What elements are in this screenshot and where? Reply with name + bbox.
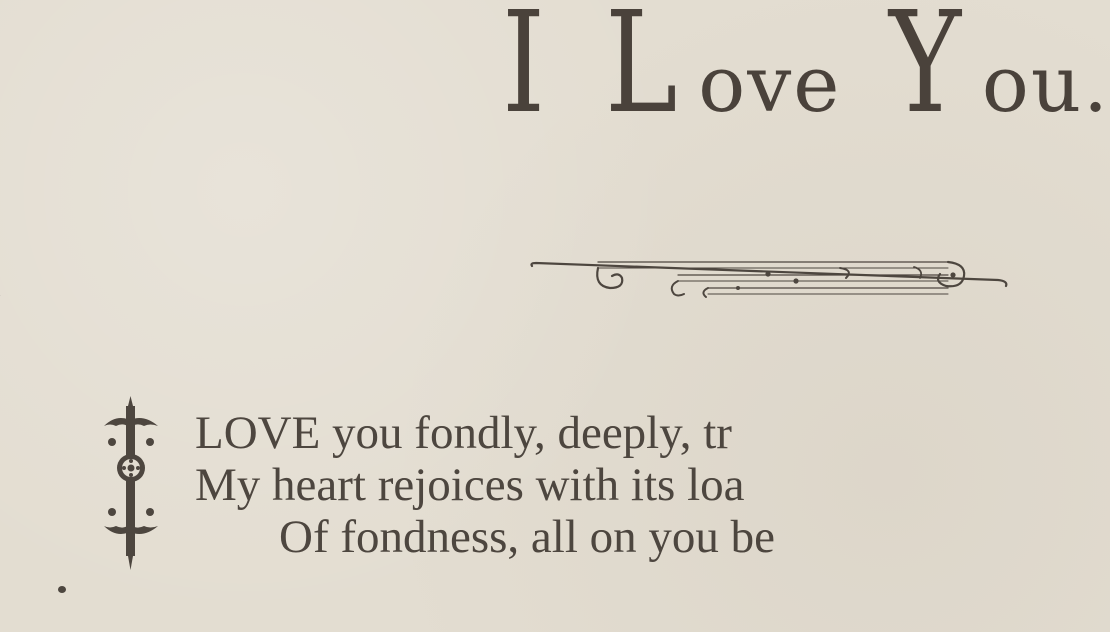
- ornamental-flourish: [528, 250, 1018, 310]
- title-word-you-rest: ou.: [981, 40, 1110, 130]
- poem-line: My heart rejoices with its loa: [195, 459, 745, 511]
- poem-body: [195, 407, 775, 563]
- poem-line: Of fondness, all on you be: [279, 511, 776, 563]
- dropcap-letter: I: [0, 296, 1, 297]
- title-initial-y: Y: [889, 0, 962, 145]
- poem-line: LOVE you fondly, deeply, tr: [195, 407, 732, 459]
- title-word-love-rest: ove: [698, 40, 842, 130]
- title-initial-i: I: [502, 0, 546, 145]
- ink-speck: [58, 586, 66, 593]
- ornamental-dropcap-i: [0, 296, 162, 570]
- title-initial-l: L: [605, 0, 678, 145]
- poem-title: [502, 0, 1110, 145]
